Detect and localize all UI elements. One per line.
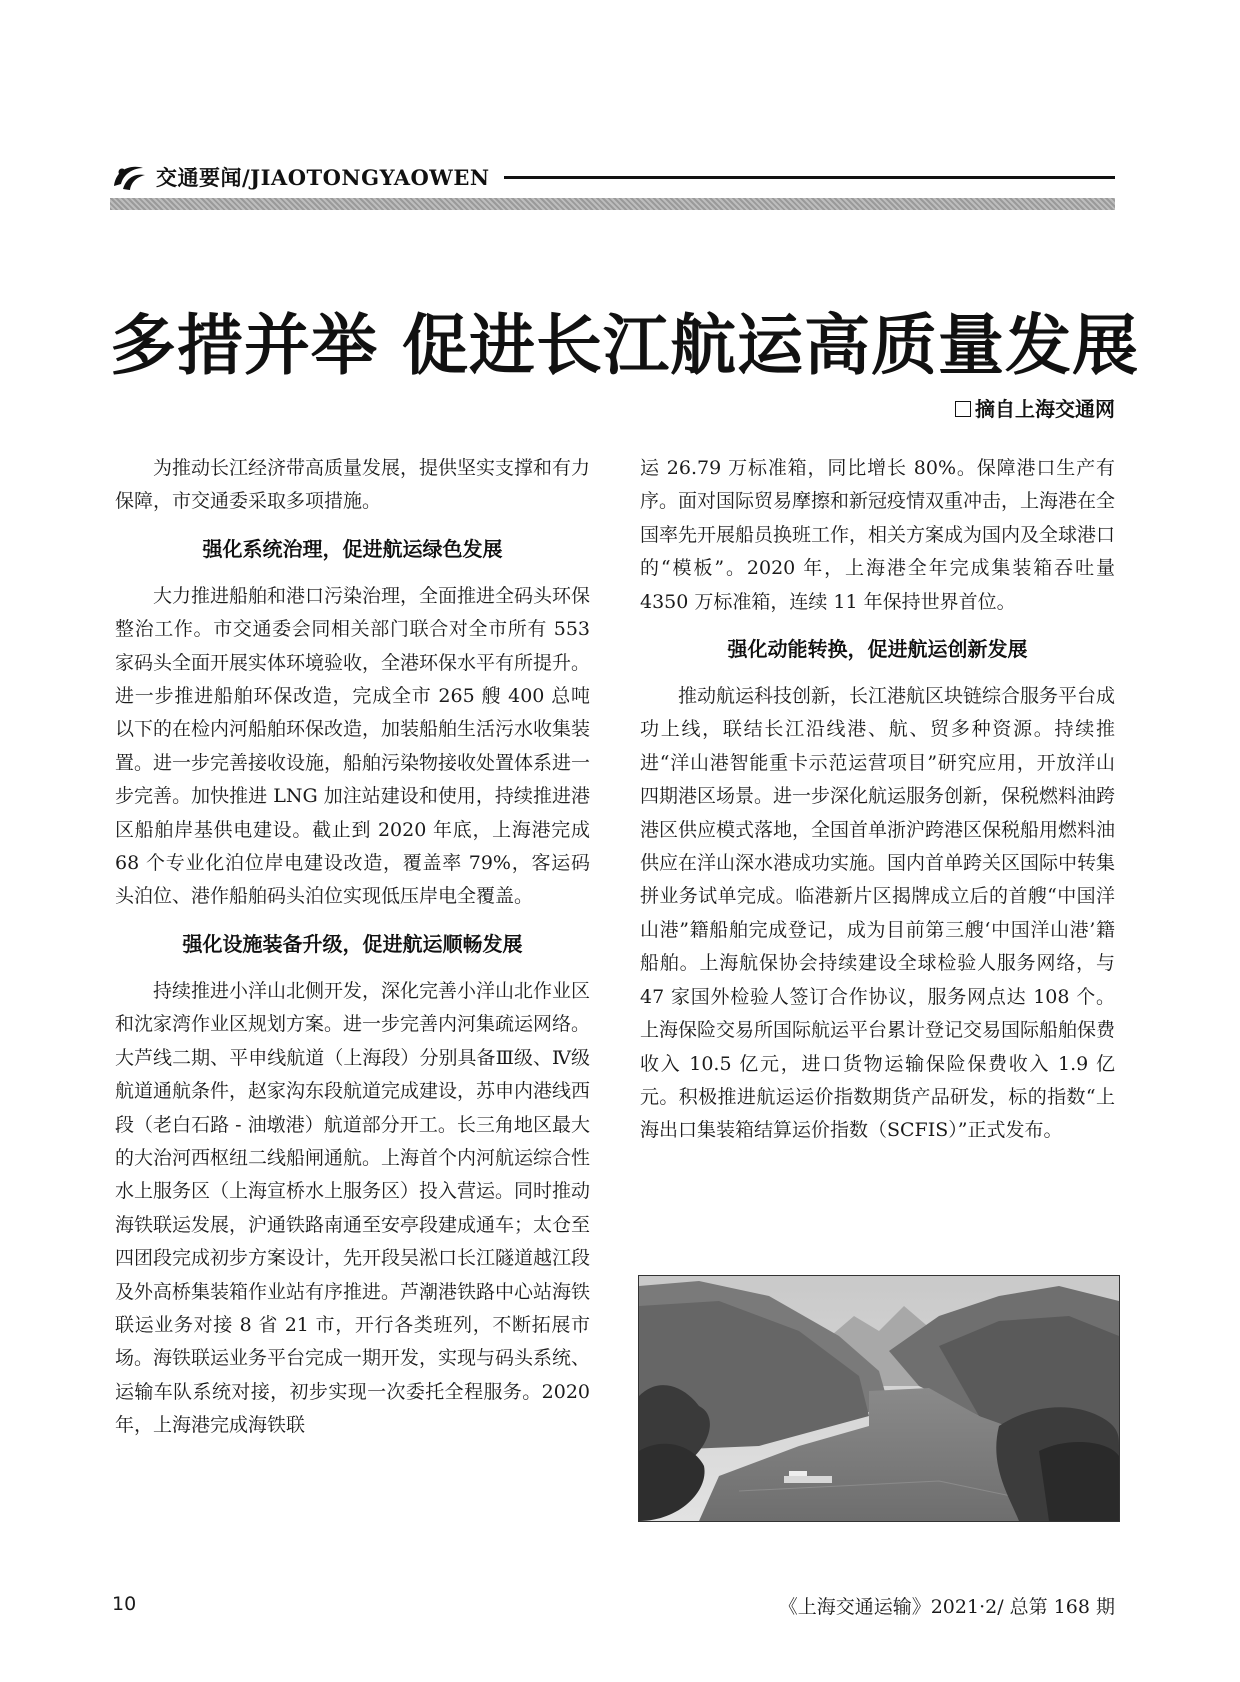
- section-title: [156, 162, 490, 192]
- paragraph-infrastructure: 持续推进小洋山北侧开发，深化完善小洋山北作业区和沈家湾作业区规划方案。进一步完善内河集疏运网络。大芦线二期、平申线航道（上海段）分别具备Ⅲ级、Ⅳ级航道通航条件，赵家沟东段航道完成建设，苏申内港线西段（老白石路 - 油墩港）航道部分开工。长三角地区最大的大治河西枢纽二线船闸通航。上海首个内河航运综合性水上服务区（上海宣桥水上服务区）投入营运。同时推动海铁联运发展，沪通铁路南通至安亭段建成通车；太仓至四团段完成初步方案设计，先开段吴淞口长江隧道越江段及外高桥集装箱作业站有序推进。芦潮港铁路中心站海铁联运业务对接 8 省 21 市，开行各类班列，不断拓展市场。海铁联运业务平台完成一期开发，实现与码头系统、运输车队系统对接，初步实现一次委托全程服务。2020 年，上海港完成海铁联: [115, 979, 591, 1437]
- journal-citation: 《上海交通运输》2021·2/ 总第 168 期: [778, 1596, 1115, 1618]
- source-box-icon: [955, 401, 971, 417]
- section-title-en: /JIAOTONGYAOWEN: [242, 165, 490, 190]
- header-rule: [504, 176, 1115, 179]
- section-logo-icon: [110, 160, 148, 194]
- section-title-cn: 交通要闻: [156, 165, 242, 190]
- section-heading-infrastructure: 强化设施装备升级，促进航运顺畅发展: [182, 931, 523, 956]
- paragraph-green-development: 大力推进船舶和港口污染治理，全面推进全码头环保整治工作。市交通委会同相关部门联合对全市所有 553 家码头全面开展实体环境验收，全港环保水平有所提升。进一步推进船舶环保改造，完成全市 265 艘 400 总吨以下的在检内河船舶环保改造，加装船舶生活污水收集装置。进一步完善接收设施，船舶污染物接收处置体系进一步完善。加快推进 LNG 加注站建设和使用，持续推进港区船舶岸基供电建设。截止到 2020 年底，上海港完成 68 个专业化泊位岸电建设改造，覆盖率 79%，客运码头泊位、港作船舶码头泊位实现低压岸电全覆盖。: [115, 584, 591, 908]
- right-column: [640, 452, 1115, 1148]
- paragraph-continuation: 运 26.79 万标准箱，同比增长 80%。保障港口生产有序。面对国际贸易摩擦和新冠疫情双重冲击，上海港在全国率先开展船员换班工作，相关方案成为国内及全球港口的“模板”。2020 年，上海港全年完成集装箱吞吐量 4350 万标准箱，连续 11 年保持世界首位。: [640, 457, 1116, 613]
- header-pattern-band: [110, 198, 1115, 210]
- photo-illustration: [639, 1276, 1119, 1521]
- article-title: 多措并举 促进长江航运高质量发展: [110, 306, 1139, 384]
- header-line: [110, 158, 1115, 196]
- article-source: [955, 393, 1115, 422]
- section-heading-green: 强化系统治理，促进航运绿色发展: [202, 536, 503, 561]
- left-column: [115, 452, 590, 1443]
- section-header: [110, 158, 1115, 208]
- page-number: 10: [112, 1593, 137, 1615]
- section-heading-innovation: 强化动能转换，促进航运创新发展: [727, 637, 1028, 662]
- source-text: 摘自上海交通网: [975, 397, 1115, 421]
- intro-paragraph: 为推动长江经济带高质量发展，提供坚实支撑和有力保障，市交通委采取多项措施。: [115, 457, 591, 513]
- paragraph-innovation: 推动航运科技创新，长江港航区块链综合服务平台成功上线，联结长江沿线港、航、贸多种资源。持续推进“洋山港智能重卡示范运营项目”研究应用，开放洋山四期港区场景。进一步深化航运服务创新，保税燃料油跨港区供应模式落地，全国首单浙沪跨港区保税船用燃料油供应在洋山深水港成功实施。国内首单跨关区国际中转集拼业务试单完成。临港新片区揭牌成立后的首艘“中国洋山港”籍船舶完成登记，成为目前第三艘‘中国洋山港’籍船舶。上海航保协会持续建设全球检验人服务网络，与 47 家国外检验人签订合作协议，服务网点达 108 个。上海保险交易所国际航运平台累计登记交易国际船舶保费收入 10.5 亿元，进口货物运输保险保费收入 1.9 亿元。积极推进航运运价指数期货产品研发，标的指数“上海出口集装箱结算运价指数（SCFIS）”正式发布。: [640, 685, 1116, 1142]
- river-gorge-photo: [638, 1275, 1120, 1522]
